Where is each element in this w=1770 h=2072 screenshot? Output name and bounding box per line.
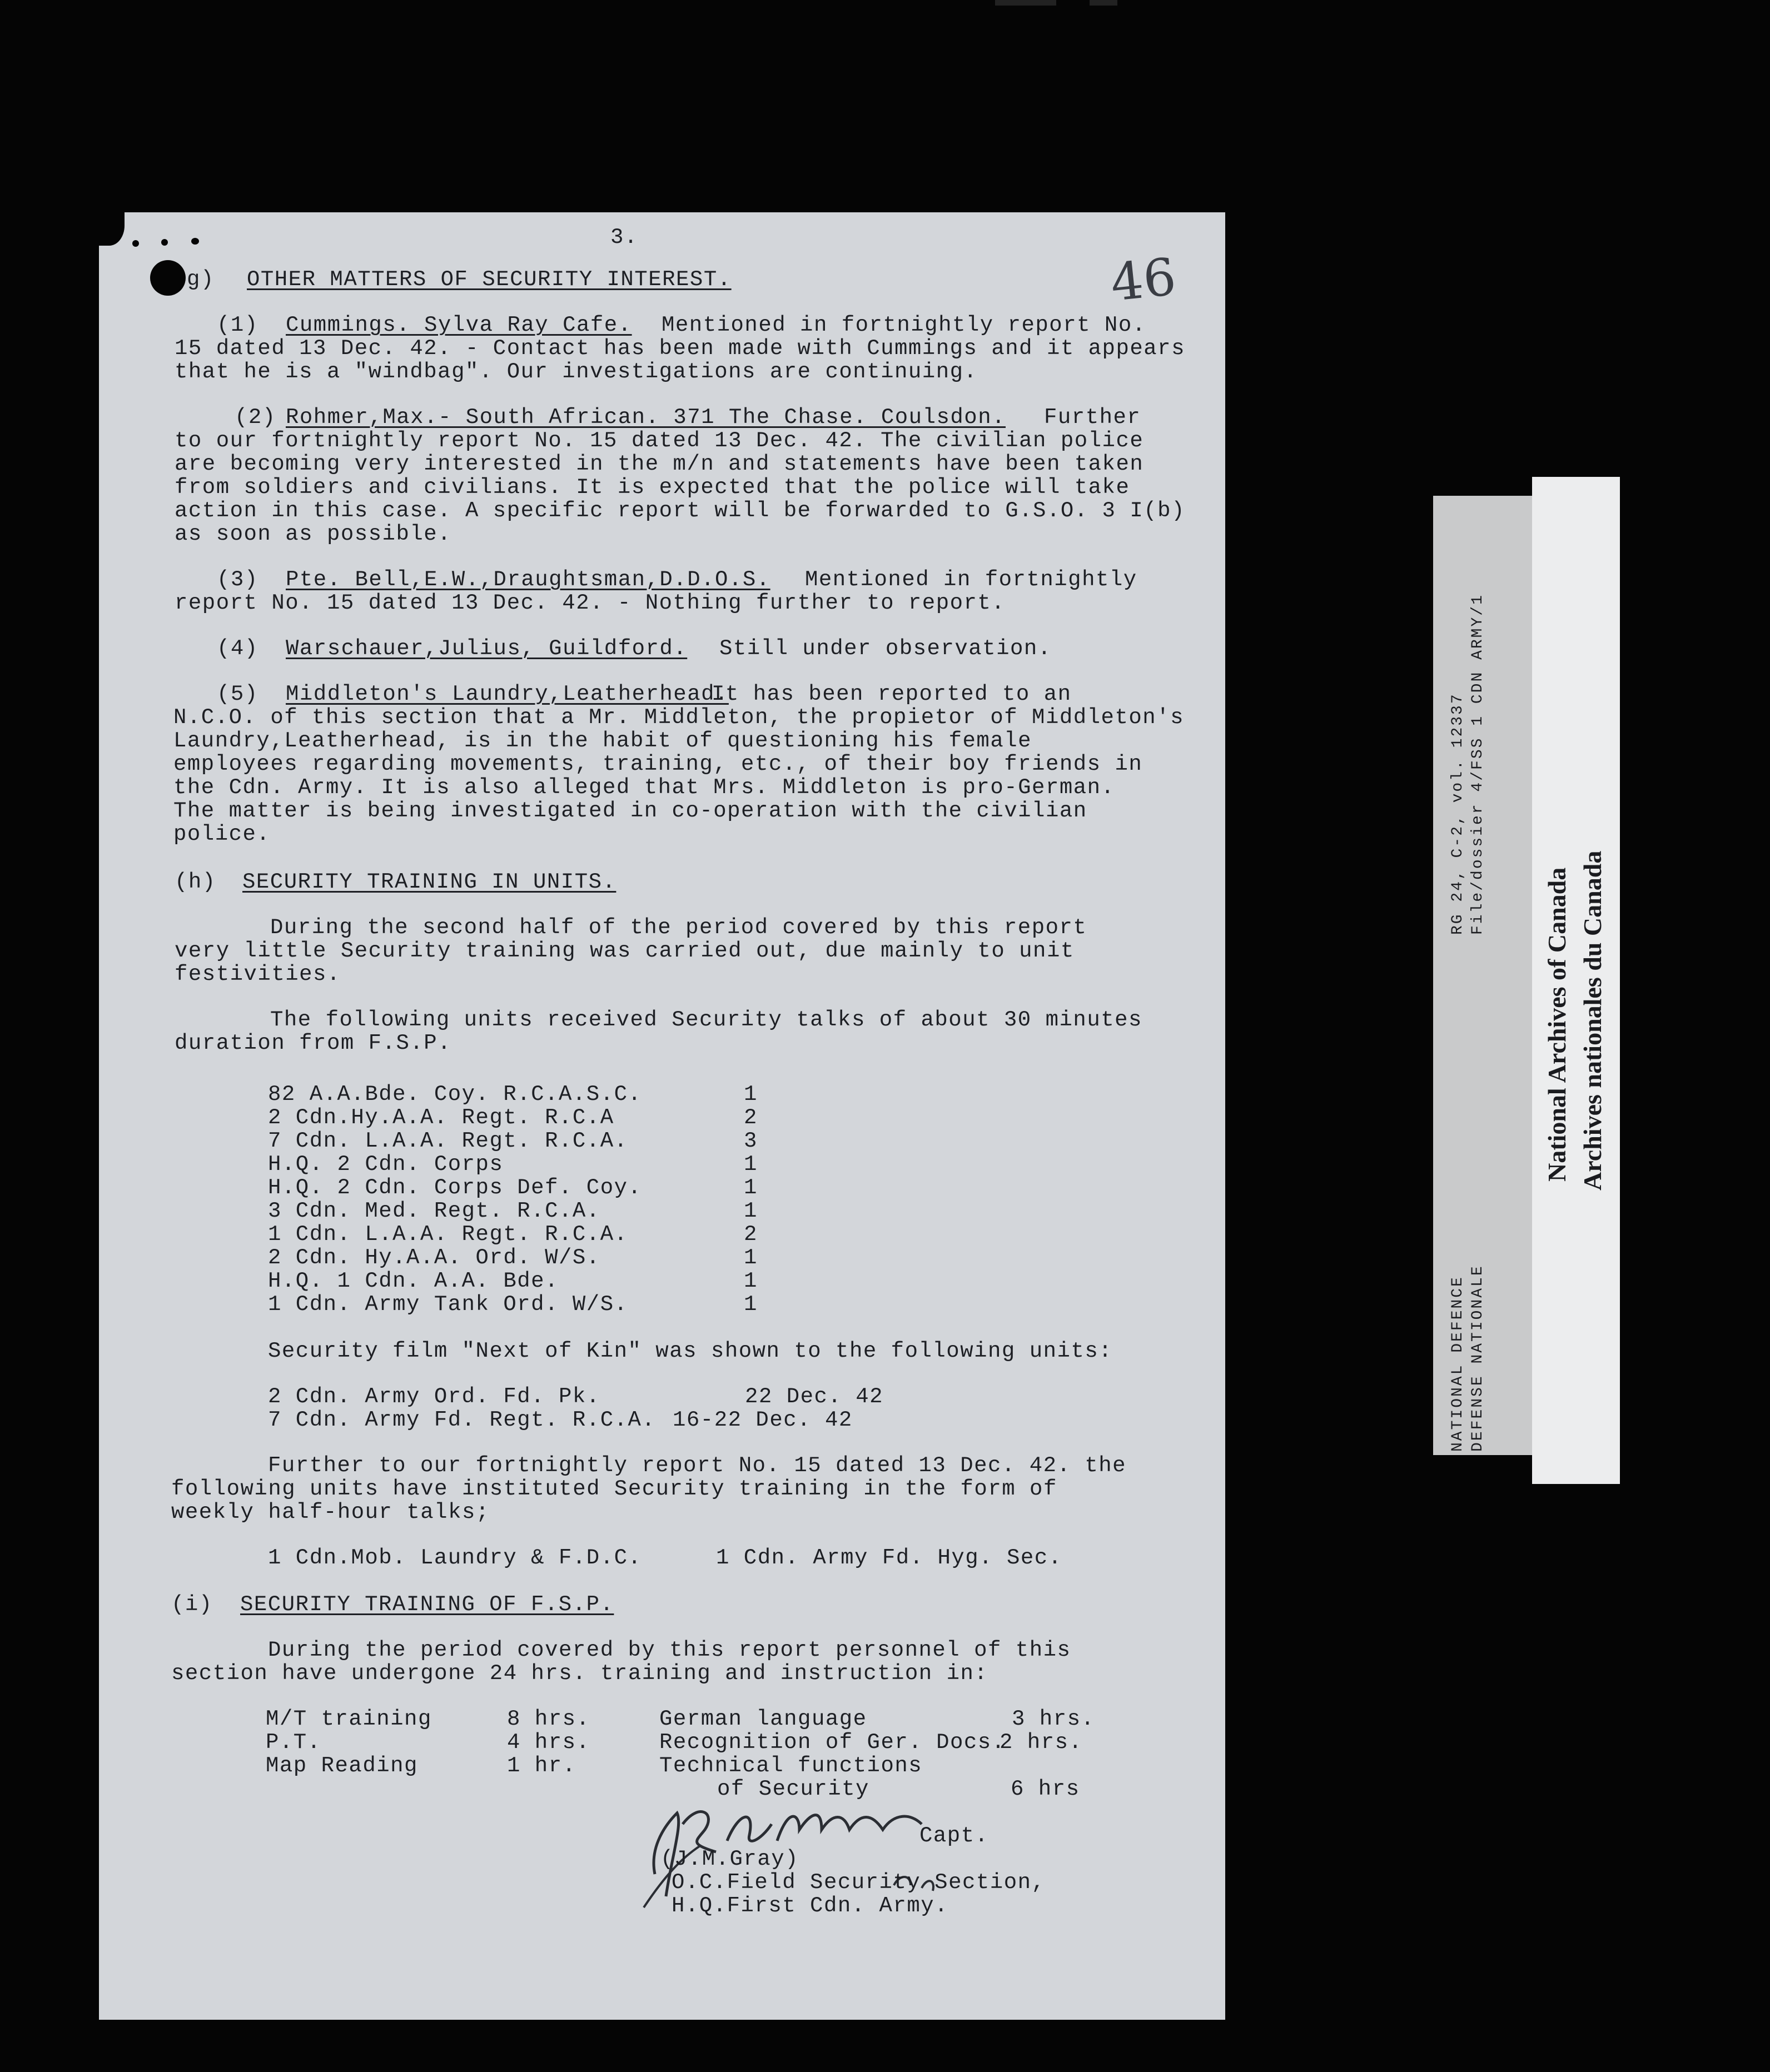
training-hours: 2 hrs. [1000, 1730, 1083, 1755]
item-text: 15 dated 13 Dec. 42. - Contact has been made with Cummings and it appears [175, 336, 1185, 361]
signature-title: O.C.Field Security Section, [672, 1870, 1046, 1895]
archive-name-fr: Archives nationales du Canada [1578, 850, 1607, 1191]
item-text: police. [173, 822, 271, 846]
top-edge-mark [995, 0, 1056, 6]
film-unit: 7 Cdn. Army Fd. Regt. R.C.A. [268, 1408, 656, 1432]
talk-count: 1 [744, 1199, 758, 1223]
paragraph-line: weekly half-hour talks; [171, 1500, 490, 1525]
training-hours: 3 hrs. [1012, 1707, 1095, 1731]
talk-count: 2 [744, 1222, 758, 1247]
item-text: Laundry,Leatherhead, is in the habit of questioning his female [173, 729, 1032, 753]
department-fr: DEFENSE NATIONALE [1469, 1264, 1486, 1452]
training-subject: Recognition of Ger. Docs. [659, 1730, 1006, 1755]
paragraph-line: section have undergone 24 hrs. training and instruction in: [171, 1661, 988, 1686]
signature-name: (J.M.Gray) [660, 1847, 799, 1871]
item-title: Rohmer,Max.- South African. 371 The Chase. Coulsdon. [286, 405, 1006, 430]
item-number: (4) [217, 636, 258, 661]
page-number: 3. [610, 225, 638, 250]
talk-unit: 2 Cdn.Hy.A.A. Regt. R.C.A [268, 1105, 614, 1130]
paragraph-line: The following units received Security talks of about 30 minutes [270, 1008, 1142, 1032]
signature-rank: Capt. [919, 1824, 989, 1848]
item-text: N.C.O. of this section that a Mr. Middleton, the propietor of Middleton's [173, 705, 1184, 730]
item-number: (1) [217, 313, 258, 337]
archive-name-label [1532, 477, 1620, 1484]
item-text: employees regarding movements, training, etc., of their boy friends in [173, 752, 1143, 776]
section-g-label: g) [187, 267, 215, 292]
archive-reference-label [1433, 496, 1532, 1455]
item-text: from soldiers and civilians. It is expected that the police will take [175, 475, 1130, 500]
paragraph-line: Further to our fortnightly report No. 15 dated 13 Dec. 42. the [268, 1453, 1127, 1478]
archive-file: File/dossier 4/FSS 1 CDN ARMY/1 [1469, 594, 1486, 935]
talk-count: 2 [744, 1105, 758, 1130]
talk-count: 1 [744, 1269, 758, 1293]
item-text: to our fortnightly report No. 15 dated 13 Dec. 42. The civilian police [175, 429, 1144, 453]
ink-speck [191, 238, 199, 245]
film-line: Security film "Next of Kin" was shown to the following units: [268, 1339, 1113, 1363]
talk-unit: H.Q. 2 Cdn. Corps Def. Coy. [268, 1176, 642, 1200]
item-text: that he is a "windbag". Our investigations are continuing. [175, 360, 978, 384]
paragraph-line: During the second half of the period covered by this report [270, 915, 1087, 940]
document-page [99, 212, 1225, 2020]
ink-speck [161, 239, 168, 246]
paragraph-line: following units have instituted Security training in the form of [171, 1477, 1057, 1501]
talk-unit: 82 A.A.Bde. Coy. R.C.A.S.C. [268, 1082, 642, 1107]
training-hours: 1 hr. [507, 1754, 576, 1778]
item-text: The matter is being investigated in co-operation with the civilian [173, 799, 1087, 823]
item-text: as soon as possible. [175, 522, 452, 546]
talk-count: 1 [744, 1292, 758, 1317]
punch-hole [150, 260, 186, 296]
talk-unit: 2 Cdn. Hy.A.A. Ord. W/S. [268, 1246, 600, 1270]
section-g-heading: OTHER MATTERS OF SECURITY INTEREST. [247, 267, 732, 292]
training-subject: of Security [717, 1777, 869, 1801]
department-en: NATIONAL DEFENCE [1449, 1276, 1466, 1452]
training-hours: 8 hrs. [507, 1707, 590, 1731]
talk-count: 1 [744, 1152, 758, 1177]
talk-unit: H.Q. 1 Cdn. A.A. Bde. [268, 1269, 559, 1293]
talk-count: 1 [744, 1246, 758, 1270]
item-title: Pte. Bell,E.W.,Draughtsman,D.D.O.S. [286, 567, 770, 592]
training-subject: German language [659, 1707, 867, 1731]
section-h-heading: SECURITY TRAINING IN UNITS. [242, 870, 616, 894]
talk-unit: 1 Cdn. Army Tank Ord. W/S. [268, 1292, 628, 1317]
item-text: action in this case. A specific report will be forwarded to G.S.O. 3 I(b) [175, 499, 1185, 523]
item-text: Mentioned in fortnightly report No. [662, 313, 1146, 337]
training-subject: Technical functions [659, 1754, 923, 1778]
training-hours: 6 hrs [1011, 1777, 1080, 1801]
ink-speck [132, 240, 139, 247]
paragraph-line: duration from F.S.P. [175, 1031, 452, 1055]
item-number: (3) [217, 567, 258, 592]
talk-unit: 3 Cdn. Med. Regt. R.C.A. [268, 1199, 600, 1223]
talk-count: 1 [744, 1176, 758, 1200]
archive-reference: RG 24, C-2, vol. 12337 [1449, 693, 1466, 935]
paragraph-line: very little Security training was carried out, due mainly to unit [175, 939, 1075, 963]
paragraph-line: festivities. [175, 962, 341, 987]
section-i-label: (i) [171, 1592, 213, 1617]
talk-count: 1 [744, 1082, 758, 1107]
training-hours: 4 hrs. [507, 1730, 590, 1755]
signature-title: H.Q.First Cdn. Army. [672, 1894, 949, 1918]
film-date: 22 Dec. 42 [745, 1384, 884, 1409]
ink-speck [99, 212, 125, 246]
talk-unit: 7 Cdn. L.A.A. Regt. R.C.A. [268, 1129, 628, 1153]
section-h-label: (h) [175, 870, 216, 894]
item-text: Mentioned in fortnightly [805, 567, 1137, 592]
paragraph-line: During the period covered by this report personnel of this [268, 1638, 1071, 1662]
talk-count: 3 [744, 1129, 758, 1153]
top-edge-mark [1090, 0, 1117, 6]
item-text: are becoming very interested in the m/n and statements have been taken [175, 452, 1144, 476]
weekly-unit: 1 Cdn.Mob. Laundry & F.D.C. [268, 1546, 642, 1570]
talk-unit: H.Q. 2 Cdn. Corps [268, 1152, 504, 1177]
training-subject: Map Reading [266, 1754, 418, 1778]
item-text: report No. 15 dated 13 Dec. 42. - Nothing further to report. [175, 591, 1006, 615]
item-text: Further [1044, 405, 1141, 430]
item-text: It has been reported to an [712, 682, 1072, 706]
weekly-unit: 1 Cdn. Army Fd. Hyg. Sec. [716, 1546, 1062, 1570]
folio-number: 46 [1107, 247, 1179, 313]
item-text: the Cdn. Army. It is also alleged that Mrs. Middleton is pro-German. [173, 775, 1115, 800]
talk-unit: 1 Cdn. L.A.A. Regt. R.C.A. [268, 1222, 628, 1247]
section-i-heading: SECURITY TRAINING OF F.S.P. [240, 1592, 614, 1617]
item-number: (5) [217, 682, 258, 706]
archive-name-en: National Archives of Canada [1543, 867, 1571, 1182]
item-text: Still under observation. [719, 636, 1052, 661]
training-subject: M/T training [266, 1707, 432, 1731]
item-title: Middleton's Laundry,Leatherhead. [286, 682, 729, 706]
item-title: Warschauer,Julius, Guildford. [286, 636, 688, 661]
item-title: Cummings. Sylva Ray Cafe. [286, 313, 632, 337]
item-number: (2) [235, 405, 276, 430]
film-unit: 2 Cdn. Army Ord. Fd. Pk. [268, 1384, 600, 1409]
film-date: 16-22 Dec. 42 [673, 1408, 853, 1432]
training-subject: P.T. [266, 1730, 321, 1755]
